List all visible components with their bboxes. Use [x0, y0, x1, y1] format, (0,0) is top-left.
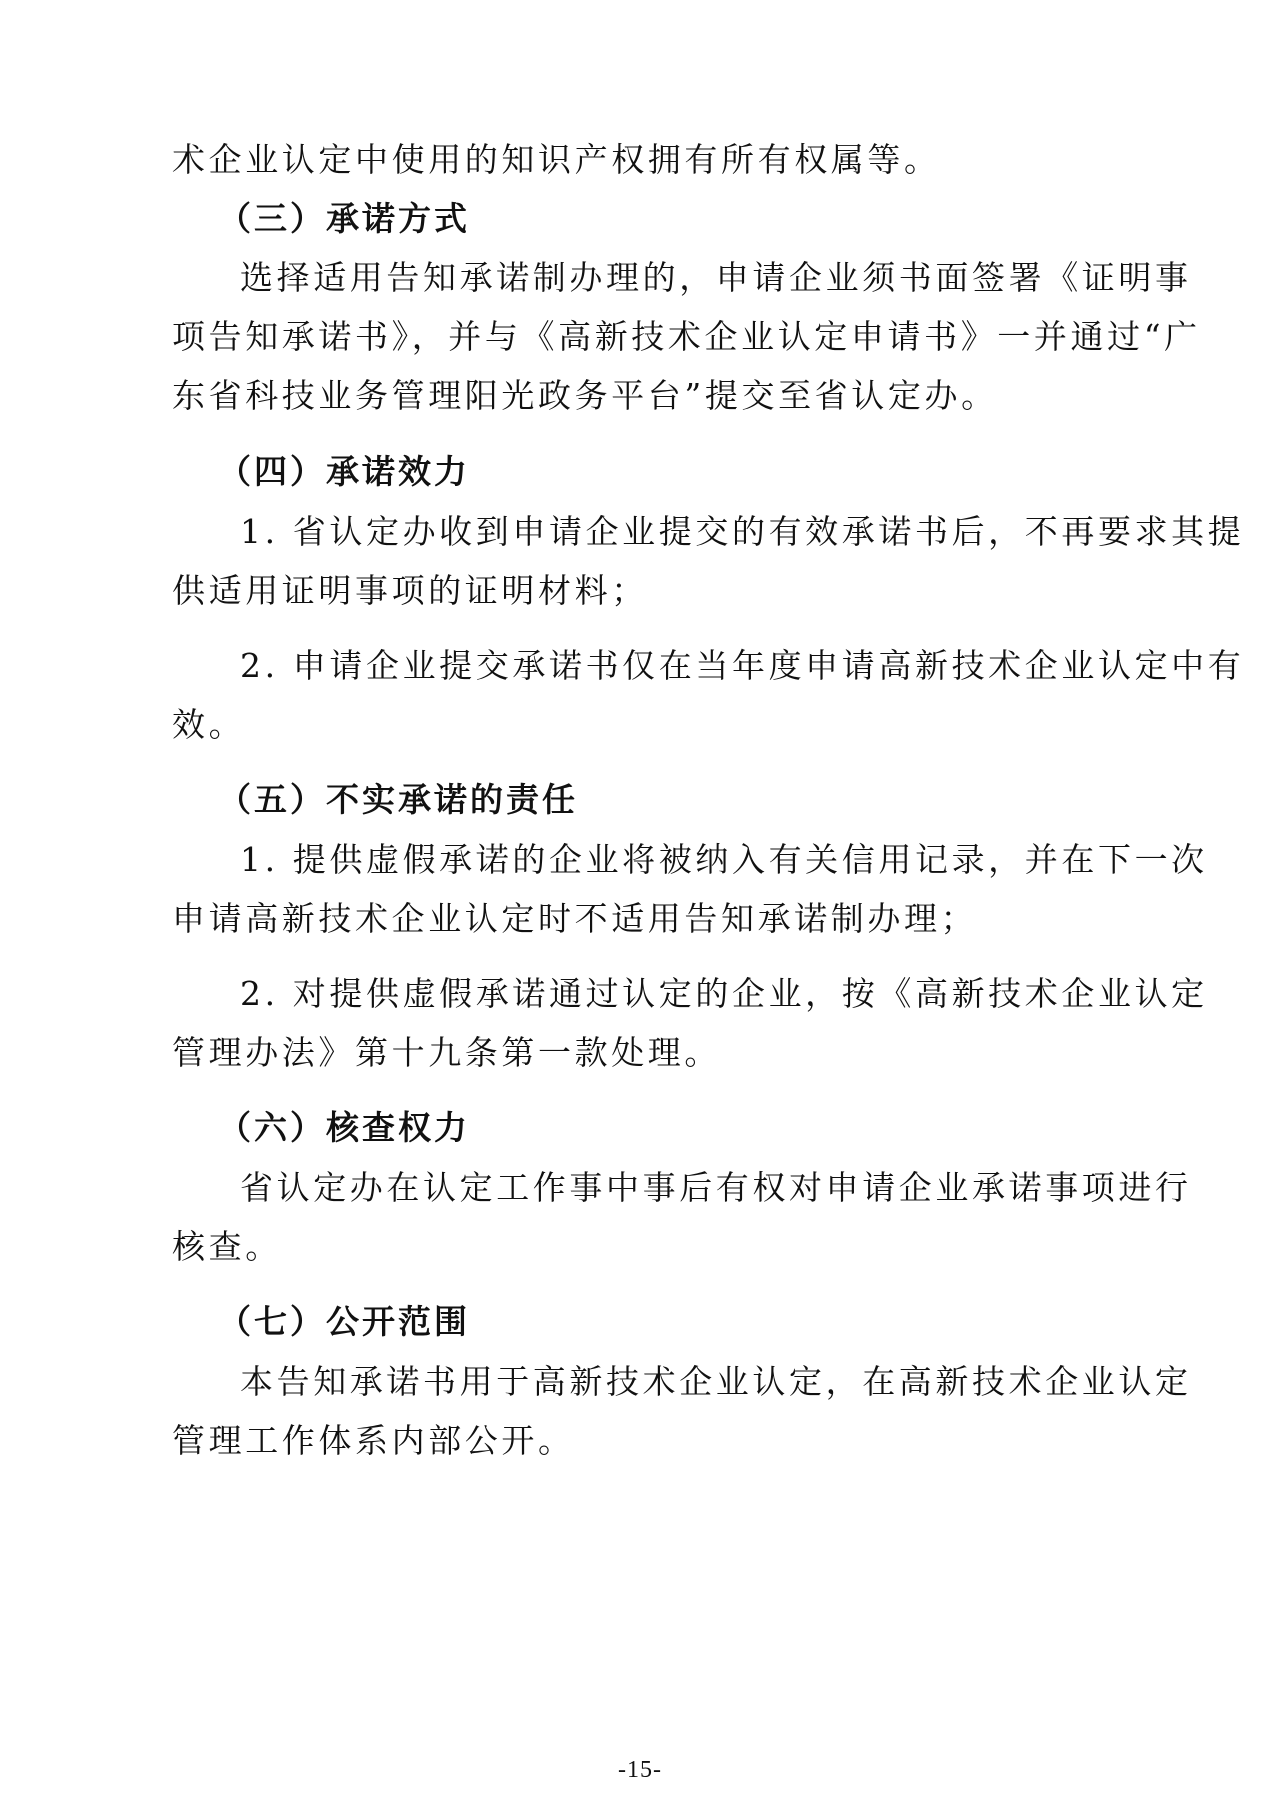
section-heading-7: （七）公开范围 — [218, 1302, 470, 1341]
body-line-7: 2. 申请企业提交承诺书仅在当年度申请高新技术企业认定中有 — [240, 646, 1245, 685]
body-line-3: 项告知承诺书》，并与《高新技术企业认定申请书》一并通过“广 — [172, 317, 1201, 356]
page-number: -15- — [618, 1757, 662, 1783]
section-heading-4: （四）承诺效力 — [218, 452, 470, 491]
body-line-12: 管理办法》第十九条第一款处理。 — [172, 1033, 721, 1072]
body-line-4: 东省科技业务管理阳光政务平台”提交至省认定办。 — [172, 376, 998, 415]
body-line-11: 2. 对提供虚假承诺通过认定的企业，按《高新技术企业认定 — [240, 974, 1208, 1013]
body-line-13: 省认定办在认定工作事中事后有权对申请企业承诺事项进行 — [240, 1168, 1192, 1207]
body-line-14: 核查。 — [172, 1227, 282, 1266]
section-heading-6: （六）核查权力 — [218, 1108, 470, 1147]
body-line-9: 1. 提供虚假承诺的企业将被纳入有关信用记录，并在下一次 — [240, 840, 1208, 879]
body-line-2: 选择适用告知承诺制办理的，申请企业须书面签署《证明事 — [240, 258, 1192, 297]
body-line-5: 1. 省认定办收到申请企业提交的有效承诺书后，不再要求其提 — [240, 512, 1245, 551]
section-heading-3: （三）承诺方式 — [218, 199, 470, 238]
section-heading-5: （五）不实承诺的责任 — [218, 780, 578, 819]
body-line-6: 供适用证明事项的证明材料； — [172, 571, 648, 610]
body-line-15: 本告知承诺书用于高新技术企业认定，在高新技术企业认定 — [240, 1362, 1192, 1401]
body-line-8: 效。 — [172, 705, 246, 744]
body-line-16: 管理工作体系内部公开。 — [172, 1421, 575, 1460]
body-line-10: 申请高新技术企业认定时不适用告知承诺制办理； — [172, 899, 978, 938]
body-line-1: 术企业认定中使用的知识产权拥有所有权属等。 — [172, 140, 941, 179]
